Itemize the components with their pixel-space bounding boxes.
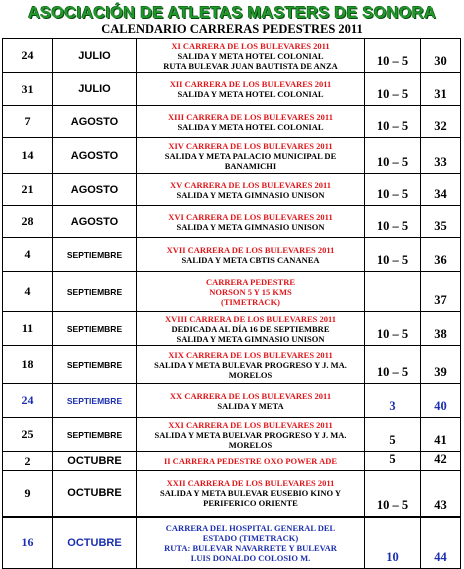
race-day: 24 xyxy=(3,384,53,418)
description-line: XIV CARRERA DE LOS BULEVARES 2011 xyxy=(168,140,333,151)
race-number: 39 xyxy=(421,346,461,384)
race-month: SEPTIEMBRE xyxy=(53,384,137,418)
race-number: 40 xyxy=(421,384,461,418)
race-distance: 10 – 5 xyxy=(365,312,421,346)
table-row xyxy=(3,73,461,106)
description-line: SALIDA Y META BULEVAR EUSEBIO KINO Y xyxy=(159,488,342,499)
description-line: XIII CARRERA DE LOS BULEVARES 2011 xyxy=(168,111,333,122)
race-month: OCTUBRE xyxy=(53,471,137,517)
race-day: 18 xyxy=(3,346,53,384)
race-day: 24 xyxy=(3,39,53,73)
description-line: BANAMICHI xyxy=(224,160,277,171)
race-number: 43 xyxy=(421,471,461,517)
race-description xyxy=(137,272,365,312)
race-number: 31 xyxy=(421,73,461,106)
race-number: 35 xyxy=(421,206,461,238)
table-row xyxy=(3,174,461,206)
race-description xyxy=(137,418,365,452)
race-description xyxy=(137,206,365,238)
race-distance: 10 – 5 xyxy=(365,39,421,73)
description-line: NORSON 5 Y 15 KMS xyxy=(209,286,292,297)
description-line: SALIDA Y META PALACIO MUNICIPAL DE xyxy=(164,150,337,161)
race-description xyxy=(137,39,365,73)
table-row xyxy=(3,238,461,272)
race-day: 4 xyxy=(3,272,53,312)
description-line: SALIDA Y META CBTIS CANANEA xyxy=(181,254,320,265)
race-month: JULIO xyxy=(53,73,137,106)
description-line: XII CARRERA DE LOS BULEVARES 2011 xyxy=(169,79,332,89)
table-row xyxy=(3,384,461,418)
race-calendar-table xyxy=(2,38,461,569)
race-month: SEPTIEMBRE xyxy=(53,272,137,312)
page-subtitle: CALENDARIO CARRERAS PEDESTRES 2011 xyxy=(101,22,363,36)
description-line: XIX CARRERA DE LOS BULEVARES 2011 xyxy=(168,349,333,360)
race-month: AGOSTO xyxy=(53,106,137,138)
description-line: (TIMETRACK) xyxy=(220,296,281,307)
description-line: RUTA: BULEVAR NAVARRETE Y BULEVAR xyxy=(164,542,337,553)
table-row xyxy=(3,517,461,569)
description-line: SALIDA Y META HOTEL COLONIAL xyxy=(177,121,324,132)
race-distance: 5 xyxy=(365,452,421,471)
race-day: 4 xyxy=(3,238,53,272)
description-line: SALIDA Y META GIMNASIO UNISON xyxy=(176,221,325,232)
race-number: 32 xyxy=(421,106,461,138)
race-description xyxy=(137,452,365,471)
table-row xyxy=(3,471,461,517)
race-day: 25 xyxy=(3,418,53,452)
table-row xyxy=(3,452,461,471)
race-month: OCTUBRE xyxy=(53,517,137,569)
description-line: XVII CARRERA DE LOS BULEVARES 2011 xyxy=(166,244,335,255)
race-distance: 3 xyxy=(365,384,421,418)
table-row xyxy=(3,106,461,138)
description-line: LUIS DONALDO COLOSIO M. xyxy=(190,552,311,563)
description-line: MORELOS xyxy=(228,439,273,450)
race-distance: 10 – 5 xyxy=(365,238,421,272)
table-row xyxy=(3,138,461,174)
description-line: XXI CARRERA DE LOS BULEVARES 2011 xyxy=(168,419,333,430)
race-description xyxy=(137,517,365,569)
race-description xyxy=(137,471,365,517)
race-day: 2 xyxy=(3,452,53,471)
race-description xyxy=(137,312,365,346)
race-number: 44 xyxy=(421,517,461,569)
race-day: 11 xyxy=(3,312,53,346)
race-distance: 10 – 5 xyxy=(365,471,421,517)
race-month: SEPTIEMBRE xyxy=(53,312,137,346)
race-number: 41 xyxy=(421,418,461,452)
race-month: AGOSTO xyxy=(53,138,137,174)
description-line: SALIDA Y META GIMNASIO UNISON xyxy=(176,189,325,200)
table-row xyxy=(3,206,461,238)
race-month: OCTUBRE xyxy=(53,452,137,471)
race-distance xyxy=(365,272,421,312)
description-line: SALIDA Y META xyxy=(217,400,284,411)
description-line: ESTADO (TIMETRACK) xyxy=(202,532,299,543)
table-row xyxy=(3,39,461,73)
race-description xyxy=(137,73,365,106)
description-line: XV CARRERA DE LOS BULEVARES 2011 xyxy=(170,179,331,190)
race-distance: 10 – 5 xyxy=(365,138,421,174)
description-line: DEDICADA AL DÍA 16 DE SEPTIEMBRE xyxy=(171,323,330,334)
description-line: XXII CARRERA DE LOS BULEVARES 2011 xyxy=(166,478,335,489)
race-number: 37 xyxy=(421,272,461,312)
race-day: 9 xyxy=(3,471,53,517)
race-description xyxy=(137,346,365,384)
description-line: CARRERA PEDESTRE xyxy=(205,276,296,287)
race-month: SEPTIEMBRE xyxy=(53,346,137,384)
race-month: AGOSTO xyxy=(53,174,137,206)
race-day: 14 xyxy=(3,138,53,174)
description-line: XX CARRERA DE LOS BULEVARES 2011 xyxy=(169,390,332,401)
table-row xyxy=(3,346,461,384)
description-line: PERIFERICO ORIENTE xyxy=(203,498,298,509)
race-number: 38 xyxy=(421,312,461,346)
description-line: SALIDA Y META GIMNASIO UNISON xyxy=(176,333,325,344)
description-line: XVIII CARRERA DE LOS BULEVARES 2011 xyxy=(164,313,337,324)
race-month: AGOSTO xyxy=(53,206,137,238)
race-description xyxy=(137,384,365,418)
description-line: SALIDA Y META BUELVAR PROGRESO Y J. MA. xyxy=(154,429,347,440)
race-distance: 10 – 5 xyxy=(365,106,421,138)
race-number: 42 xyxy=(421,452,461,471)
description-line: XI CARRERA DE LOS BULEVARES 2011 xyxy=(171,40,330,51)
race-number: 30 xyxy=(421,39,461,73)
description-line: SALIDA Y META HOTEL COLONIAL xyxy=(177,89,324,99)
description-line: II CARRERA PEDESTRE OXO POWER ADE xyxy=(163,456,338,466)
description-line: XVI CARRERA DE LOS BULEVARES 2011 xyxy=(168,211,333,222)
race-distance: 10 – 5 xyxy=(365,206,421,238)
race-distance: 10 – 5 xyxy=(365,174,421,206)
race-month: SEPTIEMBRE xyxy=(53,418,137,452)
race-number: 36 xyxy=(421,238,461,272)
race-month: JULIO xyxy=(53,39,137,73)
race-description xyxy=(137,238,365,272)
race-distance: 5 xyxy=(365,418,421,452)
table-row xyxy=(3,418,461,452)
race-distance: 10 xyxy=(365,517,421,569)
race-day: 16 xyxy=(3,517,53,569)
race-distance: 10 – 5 xyxy=(365,346,421,384)
race-number: 34 xyxy=(421,174,461,206)
race-month: SEPTIEMBRE xyxy=(53,238,137,272)
race-day: 7 xyxy=(3,106,53,138)
description-line: CARRERA DEL HOSPITAL GENERAL DEL xyxy=(165,522,336,533)
table-row xyxy=(3,272,461,312)
page-title: ASOCIACIÓN DE ATLETAS MASTERS DE SONORA xyxy=(27,4,437,22)
description-line: RUTA BULEVAR JUAN BAUTISTA DE ANZA xyxy=(163,60,338,71)
race-description xyxy=(137,174,365,206)
description-line: SALIDA Y META HOTEL COLONIAL xyxy=(177,50,324,61)
description-line: SALIDA Y META BULEVAR PROGRESO Y J. MA. xyxy=(154,359,347,370)
race-day: 31 xyxy=(3,73,53,106)
race-description xyxy=(137,138,365,174)
race-number: 33 xyxy=(421,138,461,174)
race-day: 21 xyxy=(3,174,53,206)
race-day: 28 xyxy=(3,206,53,238)
table-row xyxy=(3,312,461,346)
race-description xyxy=(137,106,365,138)
race-distance: 10 – 5 xyxy=(365,73,421,106)
description-line: MORELOS xyxy=(228,369,273,380)
